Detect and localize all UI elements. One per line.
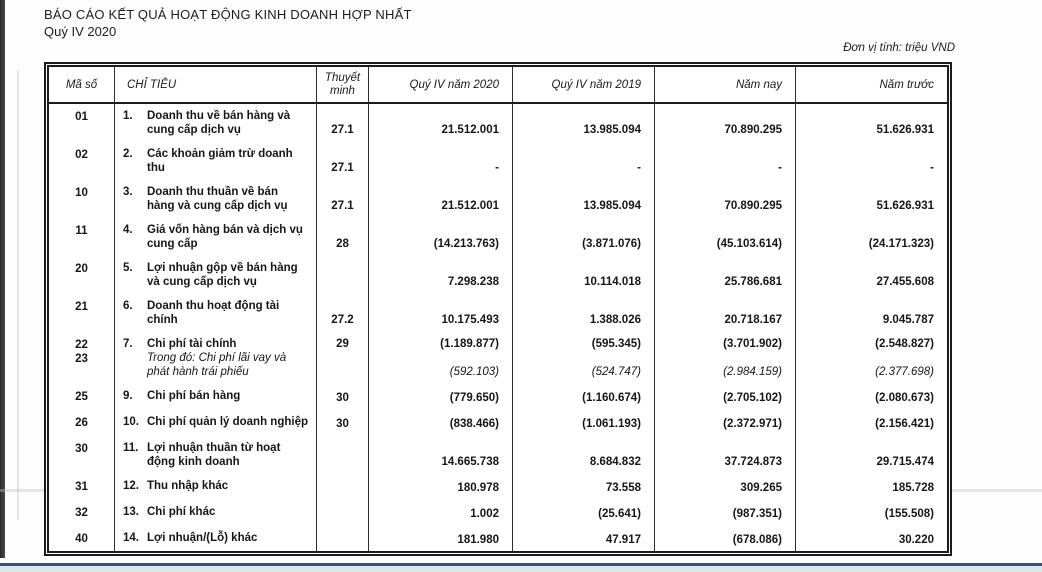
item-number: 12. xyxy=(123,480,139,492)
value-year-now: (3.701.902) xyxy=(723,338,782,350)
row-code: 02 xyxy=(75,149,88,161)
code-cell xyxy=(49,294,115,332)
table-row xyxy=(49,384,947,410)
value-q4-2019: 13.985.094 xyxy=(583,200,641,212)
value-year-now: (2.705.102) xyxy=(723,392,782,404)
item-label: Các khoản giảm trừ doanh thu xyxy=(147,148,293,174)
code-cell xyxy=(49,500,115,526)
value-cell-q4-2020 xyxy=(369,474,513,500)
value-q4-2020: (14.213.763) xyxy=(433,238,499,250)
code-cell xyxy=(49,180,115,218)
row-code: 31 xyxy=(75,481,88,493)
header-note: Thuyết minh xyxy=(317,67,369,102)
scan-edge-left xyxy=(0,0,5,558)
table-row xyxy=(49,180,947,218)
report-period: Quý IV 2020 xyxy=(44,24,117,39)
value-cell-year-prev xyxy=(796,332,947,384)
value-year-now: 309.265 xyxy=(740,482,782,494)
value-year-prev: 9.045.787 xyxy=(882,314,934,326)
value-cell-year-now xyxy=(655,180,796,218)
value-cell-q4-2019 xyxy=(513,142,655,180)
value-q4-2020: (838.466) xyxy=(449,418,499,430)
code-cell xyxy=(49,436,115,474)
scan-shadow-left xyxy=(17,70,19,520)
header-year-now: Năm nay xyxy=(655,67,796,102)
table-row xyxy=(49,526,947,551)
value-q4-2020: 1.002 xyxy=(470,508,499,520)
value-cell-year-now xyxy=(655,218,796,256)
value-cell-q4-2019 xyxy=(513,410,655,436)
scan-edge-bottom-fill xyxy=(0,566,1042,572)
value-year-now: 70.890.295 xyxy=(724,124,782,136)
value-q4-2019: 13.985.094 xyxy=(583,124,641,136)
table-row xyxy=(49,474,947,500)
table-body xyxy=(49,104,947,551)
subvalue-q4-2020: (592.103) xyxy=(449,366,499,378)
value-q4-2019: (1.160.674) xyxy=(582,392,641,404)
item-number: 14. xyxy=(123,532,139,544)
note-cell xyxy=(317,332,369,384)
item-cell xyxy=(115,436,317,474)
note-cell xyxy=(317,500,369,526)
value-year-prev: 30.220 xyxy=(898,534,934,546)
note-ref: 28 xyxy=(336,238,349,250)
item-label: Doanh thu thuần về bán hàng và cung cấp dịch vụ xyxy=(147,186,288,212)
item-cell xyxy=(115,180,317,218)
value-q4-2019: 73.558 xyxy=(605,482,641,494)
value-year-prev: 51.626.931 xyxy=(876,124,934,136)
value-cell-q4-2020 xyxy=(369,180,513,218)
row-code: 40 xyxy=(75,533,88,545)
value-q4-2020: 21.512.001 xyxy=(441,200,499,212)
code-cell xyxy=(49,474,115,500)
value-cell-year-prev xyxy=(796,256,947,294)
value-cell-q4-2020 xyxy=(369,142,513,180)
value-year-prev: 27.455.608 xyxy=(876,276,934,288)
note-cell xyxy=(317,218,369,256)
item-cell xyxy=(115,332,317,384)
value-cell-year-now xyxy=(655,474,796,500)
table-row xyxy=(49,294,947,332)
value-q4-2020: 7.298.238 xyxy=(447,276,499,288)
value-cell-year-prev xyxy=(796,500,947,526)
item-sublabel: Trong đó: Chi phí lãi vay và phát hành trái phiếu xyxy=(147,352,287,378)
header-item: CHỈ TIÊU xyxy=(115,67,317,102)
row-code: 22 xyxy=(75,339,88,351)
item-number: 9. xyxy=(123,390,133,402)
value-q4-2019: 1.388.026 xyxy=(589,314,641,326)
value-cell-year-now xyxy=(655,256,796,294)
value-cell-q4-2019 xyxy=(513,180,655,218)
value-cell-q4-2020 xyxy=(369,500,513,526)
value-cell-year-now xyxy=(655,104,796,142)
note-cell xyxy=(317,180,369,218)
value-q4-2020: 180.978 xyxy=(457,482,499,494)
note-ref: 27.1 xyxy=(331,124,354,136)
value-cell-q4-2019 xyxy=(513,104,655,142)
value-cell-q4-2019 xyxy=(513,218,655,256)
value-cell-q4-2019 xyxy=(513,526,655,551)
item-cell xyxy=(115,384,317,410)
value-cell-q4-2020 xyxy=(369,256,513,294)
value-cell-q4-2019 xyxy=(513,436,655,474)
item-number: 11. xyxy=(123,442,139,454)
table-row xyxy=(49,332,947,384)
item-cell xyxy=(115,218,317,256)
value-year-now: 20.718.167 xyxy=(724,314,782,326)
value-year-prev: 29.715.474 xyxy=(876,456,934,468)
header-q4-2020: Quý IV năm 2020 xyxy=(369,67,513,102)
header-code: Mã số xyxy=(49,67,115,102)
value-cell-q4-2020 xyxy=(369,384,513,410)
code-cell xyxy=(49,410,115,436)
note-cell xyxy=(317,526,369,551)
table-row xyxy=(49,142,947,180)
item-number: 4. xyxy=(123,224,133,236)
row-code: 25 xyxy=(75,391,88,403)
item-label: Chi phí tài chính xyxy=(147,338,237,350)
value-cell-q4-2020 xyxy=(369,104,513,142)
value-year-now: (2.372.971) xyxy=(723,418,782,430)
value-q4-2020: 21.512.001 xyxy=(441,124,499,136)
table-row xyxy=(49,104,947,142)
value-year-prev: (2.080.673) xyxy=(875,392,934,404)
item-cell xyxy=(115,104,317,142)
note-cell xyxy=(317,410,369,436)
note-ref: 29 xyxy=(336,338,349,350)
value-q4-2019: (1.061.193) xyxy=(582,418,641,430)
header-q4-2019: Quý IV năm 2019 xyxy=(513,67,655,102)
value-cell-year-now xyxy=(655,384,796,410)
value-year-prev: - xyxy=(930,162,934,174)
item-number-spacer xyxy=(123,351,147,379)
value-cell-year-prev xyxy=(796,142,947,180)
value-cell-q4-2020 xyxy=(369,332,513,384)
item-cell xyxy=(115,410,317,436)
table-row xyxy=(49,218,947,256)
value-cell-year-now xyxy=(655,526,796,551)
table-row xyxy=(49,256,947,294)
row-code: 11 xyxy=(75,225,88,237)
value-cell-q4-2020 xyxy=(369,218,513,256)
row-code: 01 xyxy=(75,111,88,123)
item-number: 3. xyxy=(123,186,133,198)
item-label: Chi phí khác xyxy=(147,506,216,518)
value-year-now: 70.890.295 xyxy=(724,200,782,212)
value-cell-q4-2019 xyxy=(513,332,655,384)
value-q4-2020: 10.175.493 xyxy=(441,314,499,326)
value-year-prev: 51.626.931 xyxy=(876,200,934,212)
row-code: 10 xyxy=(75,187,88,199)
note-cell xyxy=(317,142,369,180)
note-ref: 30 xyxy=(336,418,349,430)
subvalue-q4-2019: (524.747) xyxy=(591,366,641,378)
item-label: Doanh thu hoạt động tài chính xyxy=(147,300,280,326)
value-cell-q4-2019 xyxy=(513,294,655,332)
table-row xyxy=(49,500,947,526)
value-cell-year-prev xyxy=(796,218,947,256)
report-title: BÁO CÁO KẾT QUẢ HOẠT ĐỘNG KINH DOANH HỢP NHẤT xyxy=(44,7,412,22)
row-code-2: 23 xyxy=(75,353,88,365)
code-cell xyxy=(49,332,115,384)
item-number: 10. xyxy=(123,416,139,428)
note-ref: 30 xyxy=(336,392,349,404)
value-cell-year-now xyxy=(655,332,796,384)
value-q4-2019: (3.871.076) xyxy=(582,238,641,250)
note-cell xyxy=(317,104,369,142)
value-year-now: 37.724.873 xyxy=(724,456,782,468)
value-q4-2019: 10.114.018 xyxy=(584,276,641,288)
item-label: Lợi nhuận/(Lỗ) khác xyxy=(147,532,258,544)
value-cell-year-prev xyxy=(796,294,947,332)
row-code: 30 xyxy=(75,443,88,455)
item-label: Lợi nhuận gộp về bán hàng và cung cấp dịch vụ xyxy=(147,262,298,288)
value-cell-year-now xyxy=(655,500,796,526)
item-label: Thu nhập khác xyxy=(147,480,229,492)
subvalue-year-prev: (2.377.698) xyxy=(875,366,934,378)
value-cell-year-now xyxy=(655,436,796,474)
item-label: Chi phí quản lý doanh nghiệp xyxy=(147,416,308,428)
code-cell xyxy=(49,384,115,410)
value-cell-q4-2019 xyxy=(513,384,655,410)
value-cell-year-now xyxy=(655,410,796,436)
value-q4-2019: 8.684.832 xyxy=(589,456,641,468)
value-cell-year-prev xyxy=(796,180,947,218)
item-label: Chi phí bán hàng xyxy=(147,390,241,402)
value-q4-2020: (1.189.877) xyxy=(440,338,499,350)
item-label: Giá vốn hàng bán và dịch vụ cung cấp xyxy=(147,224,303,250)
item-cell xyxy=(115,474,317,500)
code-cell xyxy=(49,526,115,551)
item-number: 6. xyxy=(123,300,133,312)
value-cell-year-prev xyxy=(796,526,947,551)
item-cell xyxy=(115,142,317,180)
item-cell xyxy=(115,294,317,332)
income-statement-table xyxy=(44,62,952,556)
value-year-prev: (2.548.827) xyxy=(875,338,934,350)
row-code: 21 xyxy=(75,301,88,313)
value-cell-year-now xyxy=(655,294,796,332)
value-cell-q4-2019 xyxy=(513,474,655,500)
item-number: 13. xyxy=(123,506,139,518)
note-cell xyxy=(317,384,369,410)
note-ref: 27.1 xyxy=(331,200,354,212)
value-year-prev: 185.728 xyxy=(892,482,934,494)
subvalue-year-now: (2.984.159) xyxy=(723,366,782,378)
header-year-prev: Năm trước xyxy=(879,78,934,91)
value-q4-2019: (595.345) xyxy=(591,338,641,350)
value-q4-2020: 181.980 xyxy=(457,534,499,546)
code-cell xyxy=(49,142,115,180)
item-number: 1. xyxy=(123,110,133,122)
table-row xyxy=(49,410,947,436)
value-year-prev: (155.508) xyxy=(884,508,934,520)
value-cell-year-prev xyxy=(796,384,947,410)
value-q4-2020: (779.650) xyxy=(449,392,499,404)
value-year-now: (45.103.614) xyxy=(716,238,782,250)
value-cell-year-prev xyxy=(796,436,947,474)
value-cell-q4-2020 xyxy=(369,436,513,474)
value-year-now: 25.786.681 xyxy=(724,276,782,288)
code-cell xyxy=(49,104,115,142)
value-cell-year-prev xyxy=(796,410,947,436)
value-q4-2019: 47.917 xyxy=(605,534,641,546)
value-cell-year-prev xyxy=(796,474,947,500)
item-number: 7. xyxy=(123,338,133,350)
value-q4-2020: - xyxy=(495,162,499,174)
item-label: Lợi nhuận thuần từ hoạt động kinh doanh xyxy=(147,442,281,468)
value-year-prev: (24.171.323) xyxy=(868,238,934,250)
item-cell xyxy=(115,526,317,551)
value-q4-2019: (25.641) xyxy=(598,508,641,520)
value-cell-q4-2020 xyxy=(369,526,513,551)
value-year-now: - xyxy=(778,162,782,174)
value-q4-2019: - xyxy=(637,162,641,174)
value-year-now: (678.086) xyxy=(732,534,782,546)
item-label: Doanh thu về bán hàng và cung cấp dịch vụ xyxy=(147,110,291,136)
value-year-prev: (2.156.421) xyxy=(875,418,934,430)
note-ref: 27.2 xyxy=(331,314,354,326)
row-code: 20 xyxy=(75,263,88,275)
item-number: 5. xyxy=(123,262,133,274)
value-cell-q4-2020 xyxy=(369,410,513,436)
note-cell xyxy=(317,256,369,294)
table-row xyxy=(49,436,947,474)
note-cell xyxy=(317,474,369,500)
value-cell-q4-2019 xyxy=(513,500,655,526)
item-cell xyxy=(115,256,317,294)
value-cell-year-prev xyxy=(796,104,947,142)
value-cell-q4-2020 xyxy=(369,294,513,332)
note-cell xyxy=(317,294,369,332)
note-ref: 27.1 xyxy=(331,162,354,174)
row-code: 32 xyxy=(75,507,88,519)
item-cell xyxy=(115,500,317,526)
code-cell xyxy=(49,218,115,256)
row-code: 26 xyxy=(75,417,88,429)
value-cell-q4-2019 xyxy=(513,256,655,294)
unit-note: Đơn vị tính: triệu VND xyxy=(843,42,955,54)
value-year-now: (987.351) xyxy=(732,508,782,520)
item-number: 2. xyxy=(123,148,133,160)
note-cell xyxy=(317,436,369,474)
value-cell-year-now xyxy=(655,142,796,180)
table-header-row xyxy=(49,67,947,104)
value-q4-2020: 14.665.738 xyxy=(441,456,499,468)
code-cell xyxy=(49,256,115,294)
